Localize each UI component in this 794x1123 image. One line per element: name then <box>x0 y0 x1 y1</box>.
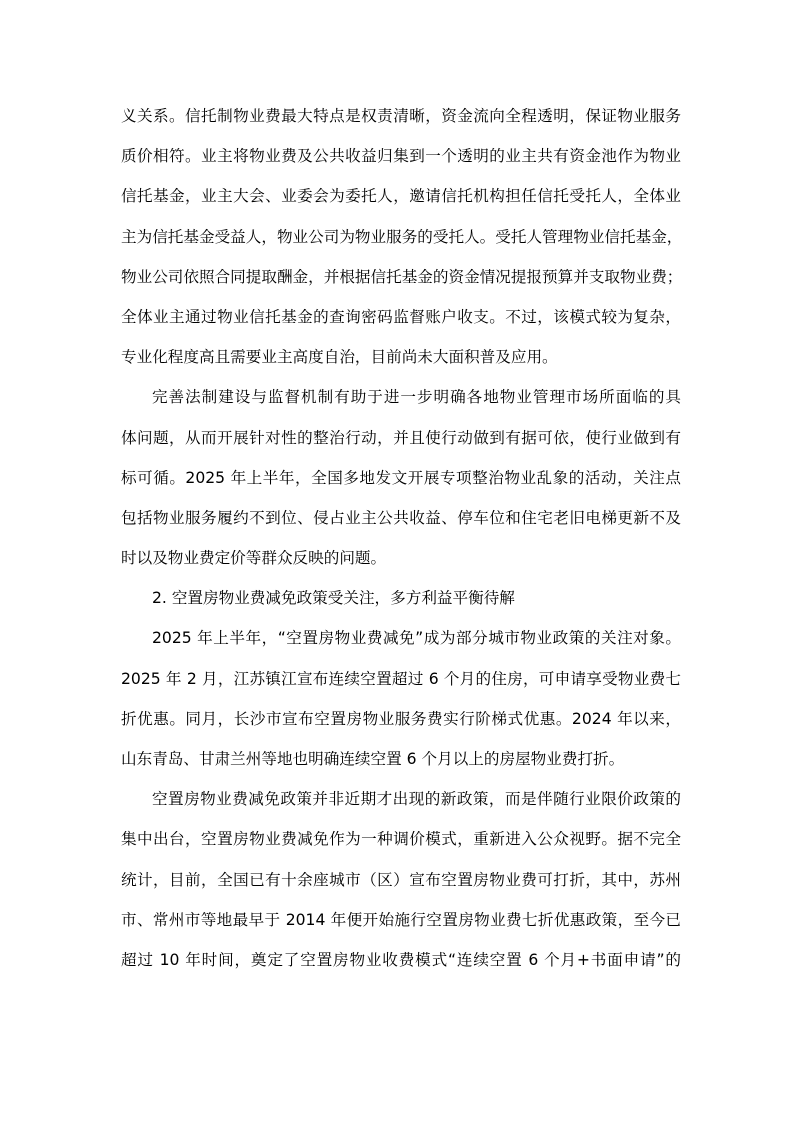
text-line: 集中出台，空置房物业费减免作为一种调价模式，重新进入公众视野。据不完全 <box>121 830 681 849</box>
text-line: 主为信托基金受益人，物业公司为物业服务的受托人。受托人管理物业信托基金， <box>121 227 683 246</box>
section-heading: 2. 空置房物业费减免政策受关注，多方利益平衡待解 <box>152 589 515 608</box>
text-line: 物业公司依照合同提取酬金，并根据信托基金的资金情况提报预算并支取物业费； <box>121 267 683 286</box>
text-line: 市、常州市等地最早于 2014 年便开始施行空置房物业费七折优惠政策，至今已 <box>121 910 681 929</box>
text-line: 折优惠。同月，长沙市宣布空置房物业服务费实行阶梯式优惠。2024 年以来， <box>121 709 681 728</box>
text-line: 专业化程度高且需要业主高度自治，目前尚未大面积普及应用。 <box>121 348 558 367</box>
text-line: 标可循。2025 年上半年，全国多地发文开展专项整治物业乱象的活动，关注点 <box>121 468 681 487</box>
text-line: 完善法制建设与监督机制有助于进一步明确各地物业管理市场所面临的具 <box>152 388 681 407</box>
text-line: 信托基金，业主大会、业委会为委托人，邀请信托机构担任信托受托人，全体业 <box>121 187 681 206</box>
text-line: 时以及物业费定价等群众反映的问题。 <box>121 549 387 568</box>
text-line: 2025 年 2 月，江苏镇江宣布连续空置超过 6 个月的住房，可申请享受物业费七 <box>121 669 681 688</box>
text-line: 山东青岛、甘肃兰州等地也明确连续空置 6 个月以上的房屋物业费打折。 <box>121 750 625 768</box>
text-line: 包括物业服务履约不到位、侵占业主公共收益、停车位和住宅老旧电梯更新不及 <box>121 508 681 527</box>
text-line: 2025 年上半年，“空置房物业费减免”成为部分城市物业政策的关注对象。 <box>152 629 681 648</box>
text-line: 超过 10 年时间，奠定了空置房物业收费模式“连续空置 6 个月+书面申请”的 <box>121 950 681 969</box>
document-body <box>121 96 681 980</box>
text-line: 体问题，从而开展针对性的整治行动，并且使行动做到有据可依，使行业做到有 <box>121 428 681 447</box>
text-line: 义关系。信托制物业费最大特点是权责清晰，资金流向全程透明，保证物业服务 <box>121 107 681 125</box>
text-line: 全体业主通过物业信托基金的查询密码监督账户收支。不过，该模式较为复杂， <box>121 307 681 326</box>
text-line: 统计，目前，全国已有十余座城市（区）宣布空置房物业费可打折，其中，苏州 <box>121 870 681 889</box>
text-line: 空置房物业费减免政策并非近期才出现的新政策，而是伴随行业限价政策的 <box>152 790 681 809</box>
text-line: 质价相符。业主将物业费及公共收益归集到一个透明的业主共有资金池作为物业 <box>121 147 681 166</box>
